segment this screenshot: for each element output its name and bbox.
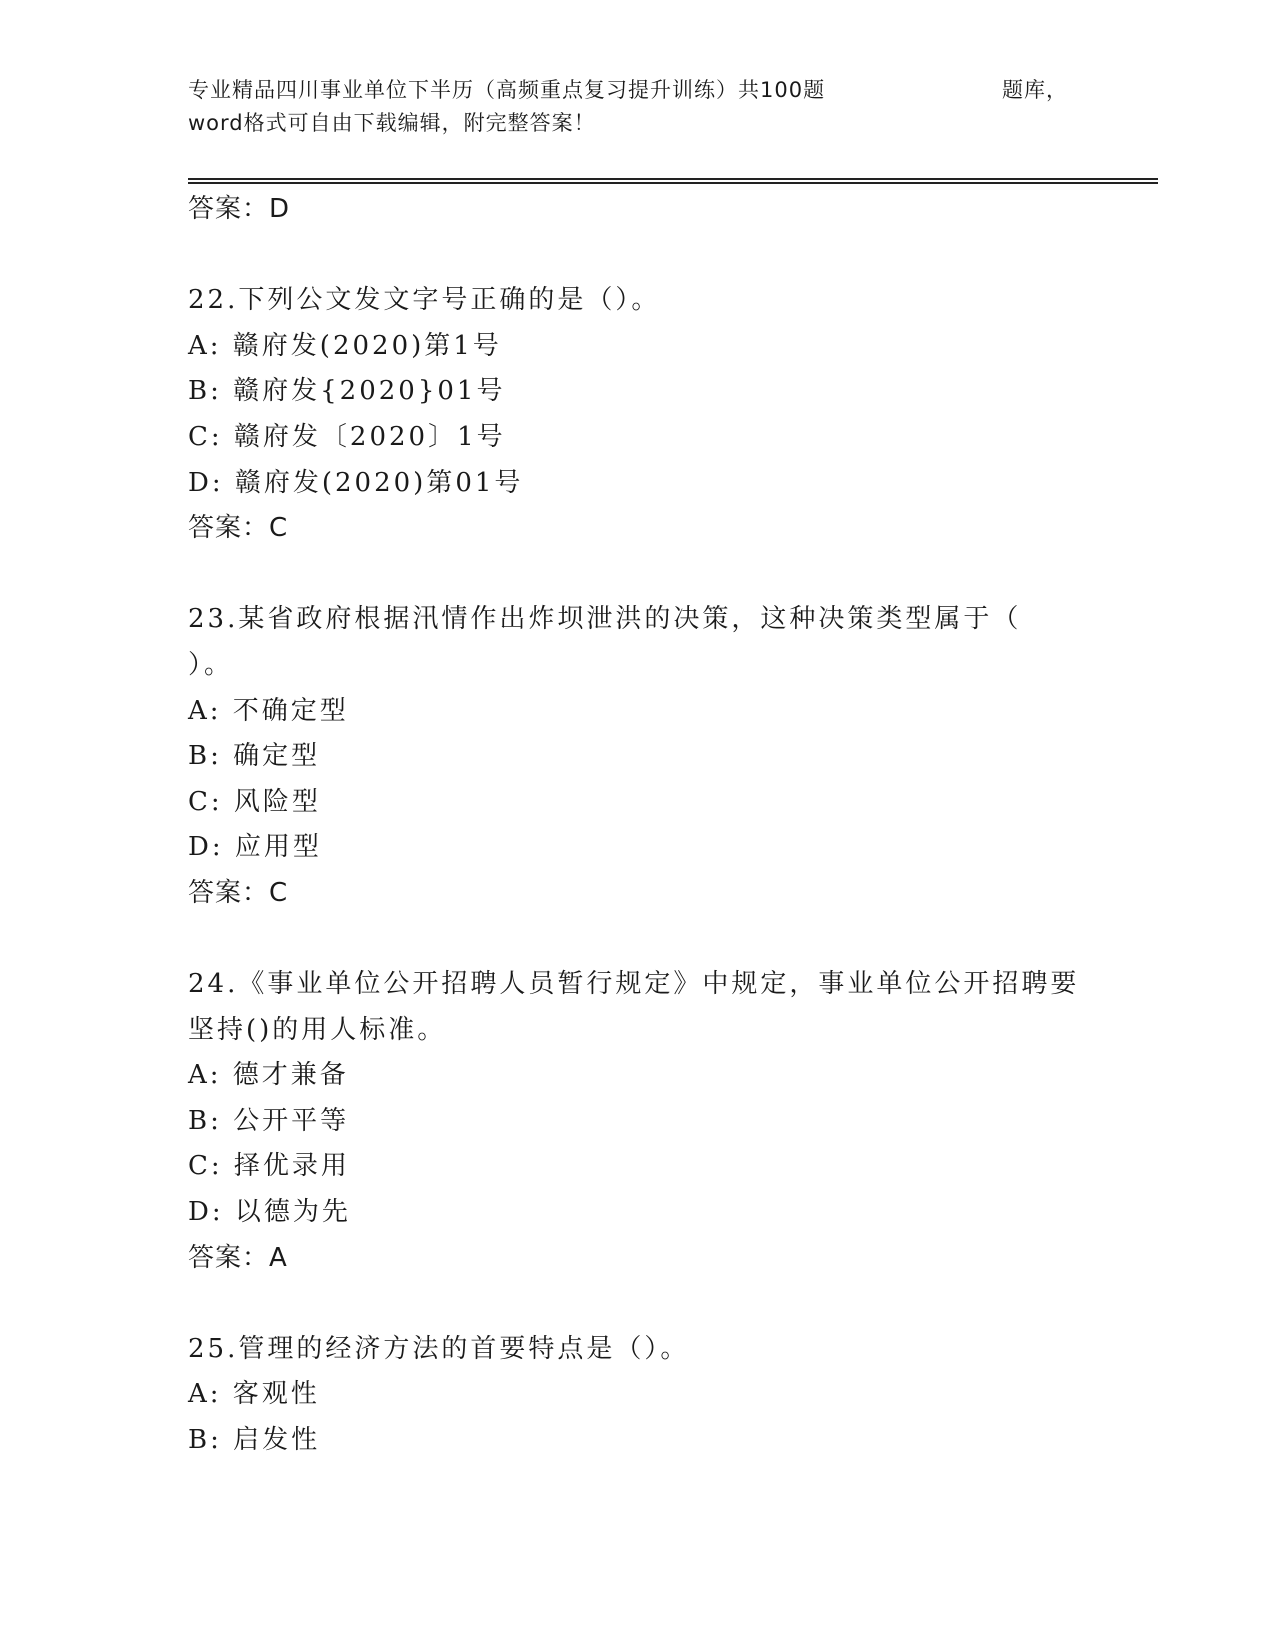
document-header: [188, 74, 1068, 140]
header-title: 专业精品四川事业单位下半历（高频重点复习提升训练）共100题: [188, 78, 826, 102]
option-a: A: 赣府发(2020)第1号: [188, 330, 502, 361]
spacer: [188, 233, 1148, 279]
spacer: [188, 1281, 1148, 1327]
option-c: C: 择优录用: [188, 1151, 350, 1182]
question-list: [188, 187, 1148, 1464]
header-title-tail: 题库，: [1002, 78, 1068, 102]
question-stem: 25.管理的经济方法的首要特点是（）。: [188, 1333, 690, 1364]
option-d: D: 赣府发(2020)第01号: [188, 467, 524, 498]
answer-line: 答案：D: [188, 194, 291, 224]
question-block: [188, 597, 1148, 916]
question-stem: 23.某省政府根据汛情作出炸坝泄洪的决策，这种决策类型属于（: [188, 604, 1022, 635]
header-divider: [188, 178, 1158, 184]
option-c: C: 风险型: [188, 786, 321, 817]
question-stem-continued: 坚持()的用人标准。: [188, 1014, 447, 1045]
option-b: B: 赣府发{2020}01号: [188, 376, 506, 407]
option-d: D: 以德为先: [188, 1197, 351, 1228]
option-c: C: 赣府发〔2020〕1号: [188, 421, 506, 452]
option-b: B: 启发性: [188, 1425, 321, 1456]
option-a: A: 德才兼备: [188, 1060, 349, 1091]
option-a: A: 不确定型: [188, 695, 349, 726]
option-b: B: 确定型: [188, 741, 321, 772]
option-a: A: 客观性: [188, 1379, 320, 1410]
question-stem: 24.《事业单位公开招聘人员暂行规定》中规定，事业单位公开招聘要: [188, 969, 1080, 1000]
answer-line: 答案：C: [188, 513, 289, 544]
question-block: [188, 962, 1148, 1281]
question-block: [188, 278, 1148, 552]
option-b: B: 公开平等: [188, 1105, 350, 1136]
header-title-line: [188, 74, 1068, 107]
header-subtitle: word格式可自由下载编辑，附完整答案！: [188, 111, 596, 135]
answer-line: 答案：C: [188, 877, 289, 908]
option-d: D: 应用型: [188, 832, 322, 863]
question-stem-continued: ）。: [188, 649, 234, 680]
answer-line: 答案：A: [188, 1242, 288, 1273]
question-stem: 22.下列公文发文字号正确的是（）。: [188, 285, 661, 316]
question-block: [188, 1327, 1148, 1464]
spacer: [188, 552, 1148, 598]
spacer: [188, 917, 1148, 963]
